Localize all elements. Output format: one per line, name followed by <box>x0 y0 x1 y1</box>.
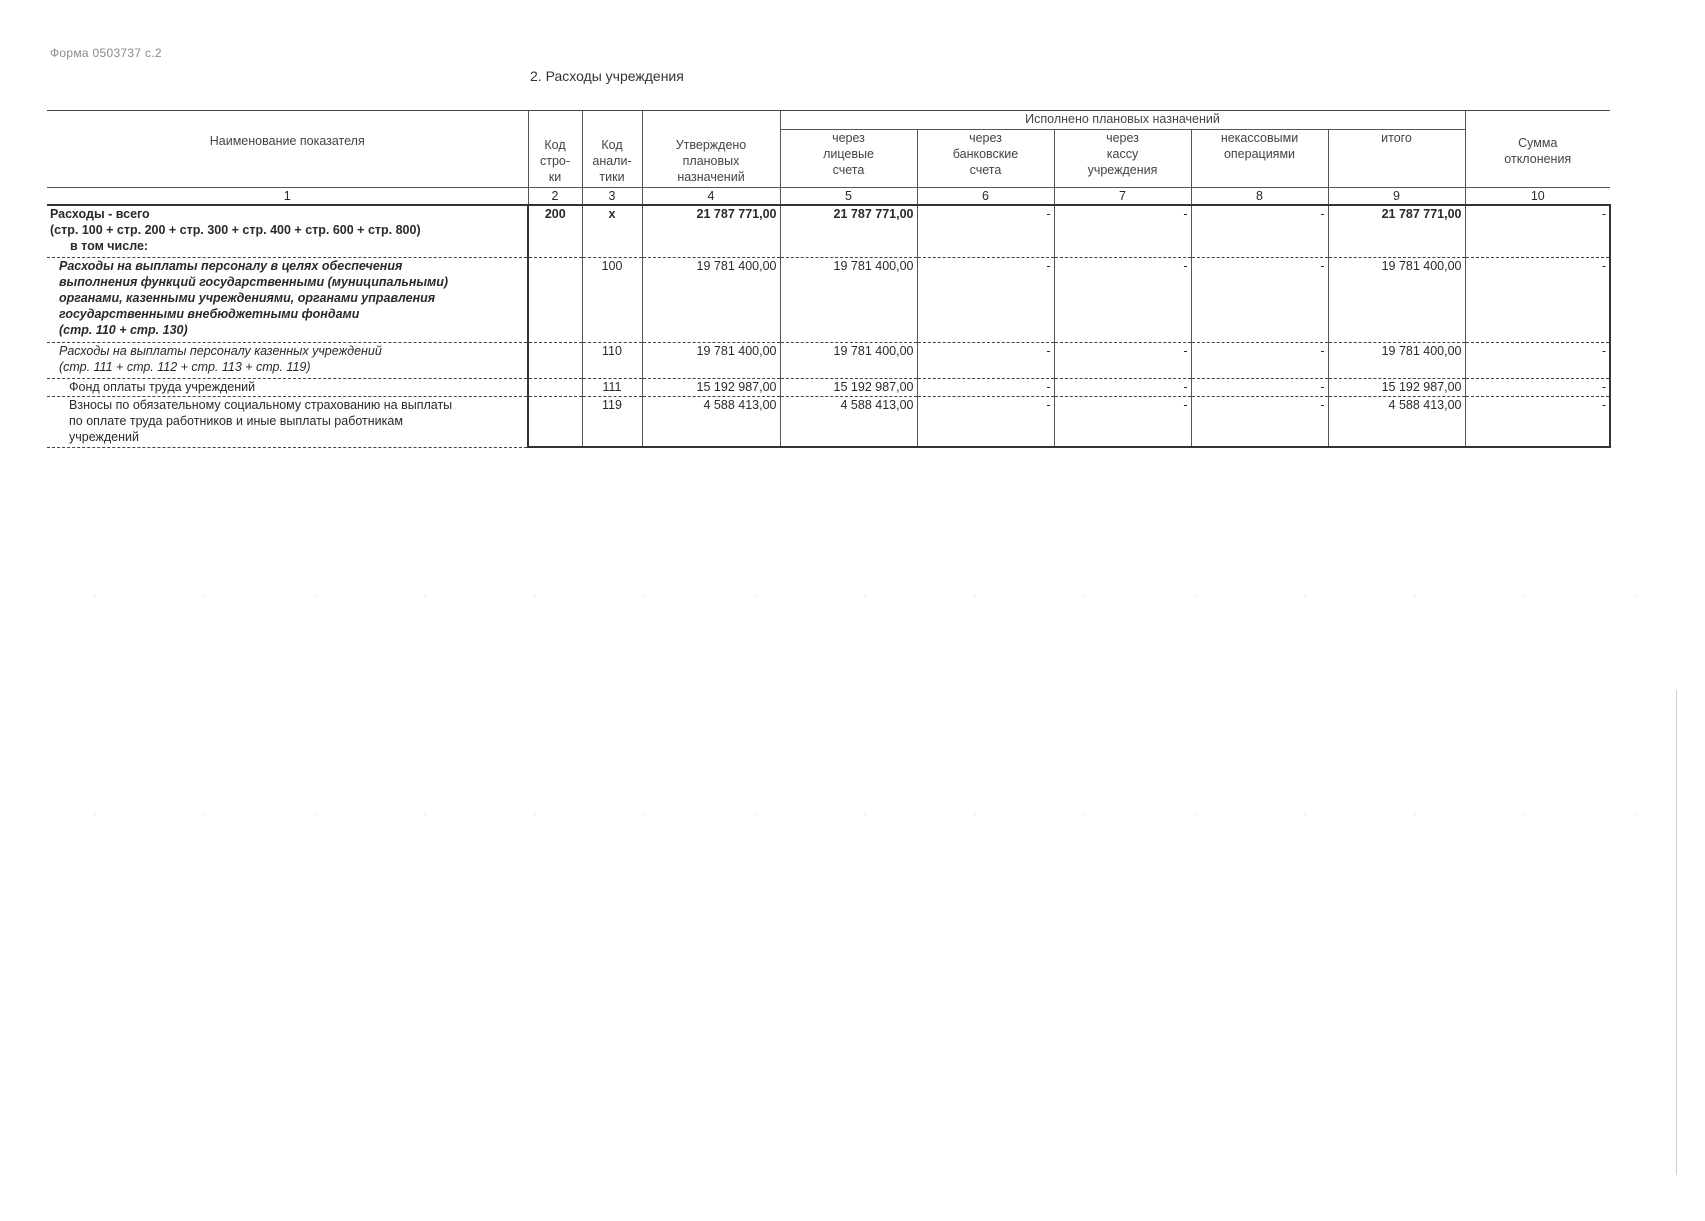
approved-value: 19 781 400,00 <box>642 342 780 378</box>
header-analytics-code: Код анали- тики <box>582 111 642 188</box>
deviation-value: - <box>1465 205 1610 257</box>
row-name <box>47 205 528 257</box>
analytics-code: 100 <box>582 257 642 342</box>
header-line-code: Код стро- ки <box>528 111 582 188</box>
header-via-accounts: через лицевые счета <box>780 130 917 188</box>
column-number: 5 <box>780 188 917 206</box>
line-code <box>528 342 582 378</box>
header-name: Наименование показателя <box>47 111 528 188</box>
approved-value: 15 192 987,00 <box>642 378 780 396</box>
via-bank-value: - <box>917 257 1054 342</box>
via-cash-value: - <box>1054 396 1191 447</box>
column-number: 8 <box>1191 188 1328 206</box>
column-number: 7 <box>1054 188 1191 206</box>
column-number: 10 <box>1465 188 1610 206</box>
approved-value: 4 588 413,00 <box>642 396 780 447</box>
form-code: Форма 0503737 с.2 <box>50 46 162 60</box>
table-row <box>47 396 1610 447</box>
column-number: 4 <box>642 188 780 206</box>
approved-value: 21 787 771,00 <box>642 205 780 257</box>
line-code <box>528 378 582 396</box>
via-accounts-value: 19 781 400,00 <box>780 257 917 342</box>
row-name-line: Взносы по обязательному социальному страхованию на выплаты <box>69 397 453 412</box>
column-numbers-row <box>47 188 1610 206</box>
total-value: 19 781 400,00 <box>1328 342 1465 378</box>
header-executed-group: Исполнено плановых назначений <box>780 111 1465 130</box>
approved-value: 19 781 400,00 <box>642 257 780 342</box>
table-row <box>47 205 1610 257</box>
via-bank-value: - <box>917 378 1054 396</box>
scan-artifact-dots <box>40 596 1640 597</box>
analytics-code: 111 <box>582 378 642 396</box>
analytics-code: 119 <box>582 396 642 447</box>
row-name-line: учреждений <box>69 429 140 444</box>
header-total: итого <box>1328 130 1465 188</box>
column-number: 3 <box>582 188 642 206</box>
row-name-line: Расходы на выплаты персоналу в целях обеспечения <box>59 258 403 273</box>
header-via-bank: через банковские счета <box>917 130 1054 188</box>
non-cash-value: - <box>1191 205 1328 257</box>
row-name-line: государственными внебюджетными фондами <box>59 306 360 321</box>
column-number: 9 <box>1328 188 1465 206</box>
analytics-code: x <box>582 205 642 257</box>
section-title: 2. Расходы учреждения <box>530 68 684 84</box>
table-row <box>47 378 1610 396</box>
non-cash-value: - <box>1191 342 1328 378</box>
header-non-cash: некассовыми операциями <box>1191 130 1328 188</box>
scan-artifact-dots <box>40 814 1640 815</box>
non-cash-value: - <box>1191 378 1328 396</box>
table-row <box>47 257 1610 342</box>
via-accounts-value: 15 192 987,00 <box>780 378 917 396</box>
row-name-line: (стр. 110 + стр. 130) <box>59 322 188 337</box>
via-cash-value: - <box>1054 257 1191 342</box>
row-name-line: Расходы на выплаты персоналу казенных учреждений <box>59 343 382 358</box>
deviation-value: - <box>1465 257 1610 342</box>
header-via-cash: через кассу учреждения <box>1054 130 1191 188</box>
expenses-table <box>47 110 1611 448</box>
deviation-value: - <box>1465 378 1610 396</box>
scan-artifact-line <box>1676 690 1677 1175</box>
row-name-line: по оплате труда работников и иные выплаты работникам <box>69 413 403 428</box>
via-accounts-value: 4 588 413,00 <box>780 396 917 447</box>
row-name-line: органами, казенными учреждениями, органами управления <box>59 290 436 305</box>
total-value: 4 588 413,00 <box>1328 396 1465 447</box>
row-name-line: Фонд оплаты труда учреждений <box>69 379 256 394</box>
column-number: 1 <box>47 188 528 206</box>
total-value: 21 787 771,00 <box>1328 205 1465 257</box>
header-deviation: Сумма отклонения <box>1465 111 1610 188</box>
via-cash-value: - <box>1054 205 1191 257</box>
row-name-line: выполнения функций государственными (муниципальными) <box>59 274 449 289</box>
column-number: 2 <box>528 188 582 206</box>
table-row <box>47 342 1610 378</box>
via-cash-value: - <box>1054 378 1191 396</box>
row-name-line: (стр. 100 + стр. 200 + стр. 300 + стр. 400 + стр. 600 + стр. 800) <box>50 223 421 237</box>
via-bank-value: - <box>917 205 1054 257</box>
via-accounts-value: 21 787 771,00 <box>780 205 917 257</box>
row-name <box>47 378 528 396</box>
row-name-line: Расходы - всего <box>50 207 150 221</box>
row-name <box>47 257 528 342</box>
total-value: 19 781 400,00 <box>1328 257 1465 342</box>
row-name <box>47 342 528 378</box>
via-bank-value: - <box>917 396 1054 447</box>
via-cash-value: - <box>1054 342 1191 378</box>
line-code <box>528 396 582 447</box>
non-cash-value: - <box>1191 396 1328 447</box>
deviation-value: - <box>1465 396 1610 447</box>
total-value: 15 192 987,00 <box>1328 378 1465 396</box>
analytics-code: 110 <box>582 342 642 378</box>
via-bank-value: - <box>917 342 1054 378</box>
non-cash-value: - <box>1191 257 1328 342</box>
via-accounts-value: 19 781 400,00 <box>780 342 917 378</box>
row-name-line: в том числе: <box>70 239 149 253</box>
line-code: 200 <box>528 205 582 257</box>
header-approved: Утверждено плановых назначений <box>642 111 780 188</box>
header-row-1 <box>47 111 1610 130</box>
deviation-value: - <box>1465 342 1610 378</box>
row-name <box>47 396 528 447</box>
row-name-line: (стр. 111 + стр. 112 + стр. 113 + стр. 119) <box>59 359 311 374</box>
column-number: 6 <box>917 188 1054 206</box>
line-code <box>528 257 582 342</box>
